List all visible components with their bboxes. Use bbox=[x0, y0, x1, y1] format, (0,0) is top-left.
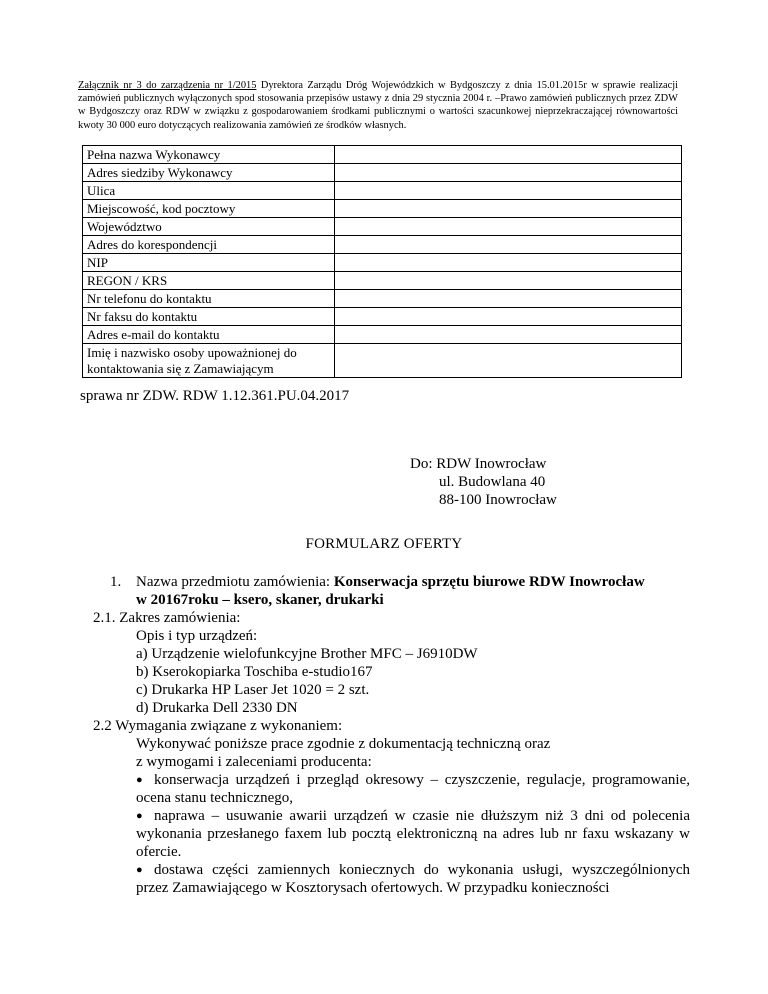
item-1-number: 1. bbox=[110, 574, 122, 590]
item-1-title-b: w 20167roku – ksero, skaner, drukarki bbox=[136, 592, 384, 608]
contractor-field-value[interactable] bbox=[335, 308, 682, 326]
section-2-2-line-1: Wykonywać poniższe prace zgodnie z dokumentacją techniczną oraz bbox=[136, 736, 551, 752]
contractor-row bbox=[83, 290, 682, 308]
recipient-prefix: Do: bbox=[410, 456, 433, 472]
contractor-field-label: Adres do korespondencji bbox=[83, 236, 335, 254]
attachment-note bbox=[78, 79, 678, 132]
requirement-item bbox=[136, 771, 690, 807]
contractor-field-label: Nr faksu do kontaktu bbox=[83, 308, 335, 326]
contractor-field-value[interactable] bbox=[335, 146, 682, 164]
contractor-field-label: Ulica bbox=[83, 182, 335, 200]
form-title: FORMULARZ OFERTY bbox=[305, 536, 463, 552]
contractor-field-value[interactable] bbox=[335, 254, 682, 272]
device-item: d) Drukarka Dell 2330 DN bbox=[136, 700, 298, 716]
requirement-item bbox=[136, 807, 690, 861]
contractor-field-value[interactable] bbox=[335, 164, 682, 182]
contractor-field-label: Pełna nazwa Wykonawcy bbox=[83, 146, 335, 164]
contractor-field-label: Województwo bbox=[83, 218, 335, 236]
contractor-field-label: Miejscowość, kod pocztowy bbox=[83, 200, 335, 218]
attachment-note-reference: Załącznik nr 3 do zarządzenia nr 1/2015 bbox=[78, 80, 257, 91]
requirement-text: konserwacja urządzeń i przegląd okresowy – czyszczenie, regulacje, programowanie, ocena stanu technicznego, bbox=[136, 772, 690, 806]
contractor-row bbox=[83, 254, 682, 272]
contractor-field-value[interactable] bbox=[335, 272, 682, 290]
contractor-row bbox=[83, 272, 682, 290]
section-2-1-heading: 2.1. Zakres zamówienia: bbox=[93, 610, 241, 626]
recipient-street: ul. Budowlana 40 bbox=[439, 474, 546, 490]
recipient-city: 88-100 Inowrocław bbox=[439, 492, 557, 508]
contractor-details-table bbox=[82, 145, 682, 378]
device-item: a) Urządzenie wielofunkcyjne Brother MFC – J6910DW bbox=[136, 646, 478, 662]
item-1 bbox=[110, 573, 690, 609]
contractor-field-value[interactable] bbox=[335, 326, 682, 344]
contractor-row bbox=[83, 236, 682, 254]
contractor-row bbox=[83, 146, 682, 164]
contractor-row bbox=[83, 344, 682, 378]
requirement-item bbox=[136, 861, 690, 897]
attachment-note-text: Dyrektora Zarządu Dróg Wojewódzkich w Bydgoszczy z dnia 15.01.2015r w sprawie realizacji zamówień publicznych wyłączonych spod stosowania przepisów ustawy z dnia 29 stycznia 2004 r. –Prawo zamówień publicznych przez ZDW w Bydgoszczy oraz RDW w związku z gospodarowaniem środkami publicznymi o wartości szacunkowej nieprzekraczającej równowartości kwoty 30 000 euro dotyczących realizowania zamówień ze środków własnych. bbox=[78, 80, 679, 131]
contractor-row bbox=[83, 200, 682, 218]
contractor-rows bbox=[83, 146, 682, 378]
contractor-row bbox=[83, 218, 682, 236]
section-2-2-line-2: z wymogami i zaleceniami producenta: bbox=[136, 754, 372, 770]
contractor-field-value[interactable] bbox=[335, 182, 682, 200]
contractor-row bbox=[83, 164, 682, 182]
recipient-name: RDW Inowrocław bbox=[436, 456, 547, 472]
recipient-address bbox=[410, 455, 557, 509]
section-2-1 bbox=[93, 609, 690, 717]
bullet-icon: ● bbox=[136, 810, 143, 822]
requirements-list bbox=[110, 771, 690, 897]
contractor-field-value[interactable] bbox=[335, 236, 682, 254]
contractor-field-value[interactable] bbox=[335, 218, 682, 236]
device-list bbox=[110, 645, 690, 717]
case-number: sprawa nr ZDW. RDW 1.12.361.PU.04.2017 bbox=[80, 388, 350, 404]
contractor-field-label: REGON / KRS bbox=[83, 272, 335, 290]
requirement-text: naprawa – usuwanie awarii urządzeń w czasie nie dłuższym niż 3 dni od polecenia wykonania przesłanego faxem lub pocztą elektroniczną na adres lub nr faxu wskazany w ofercie. bbox=[136, 808, 690, 860]
contractor-field-label: Nr telefonu do kontaktu bbox=[83, 290, 335, 308]
recipient-line-name bbox=[410, 455, 557, 473]
contractor-field-value[interactable] bbox=[335, 344, 682, 378]
contractor-field-value[interactable] bbox=[335, 200, 682, 218]
contractor-field-label: Adres e-mail do kontaktu bbox=[83, 326, 335, 344]
contractor-field-label: Adres siedziby Wykonawcy bbox=[83, 164, 335, 182]
section-2-2-heading: 2.2 Wymagania związane z wykonaniem: bbox=[93, 718, 343, 734]
contractor-row bbox=[83, 308, 682, 326]
contractor-row bbox=[83, 182, 682, 200]
bullet-icon: ● bbox=[136, 774, 143, 786]
contractor-row bbox=[83, 326, 682, 344]
contractor-field-label: NIP bbox=[83, 254, 335, 272]
item-1-label: Nazwa przedmiotu zamówienia: bbox=[136, 574, 334, 590]
requirement-text: dostawa części zamiennych koniecznych do wykonania usługi, wyszczególnionych przez Zamawiającego w Kosztorysach ofertowych. W przypadku konieczności bbox=[136, 862, 690, 896]
item-1-title-a: Konserwacja sprzętu biurowe RDW Inowrocław bbox=[333, 574, 645, 590]
device-item: b) Kserokopiarka Toschiba e-studio167 bbox=[136, 664, 373, 680]
section-2-1-subheading: Opis i typ urządzeń: bbox=[136, 628, 258, 644]
bullet-icon: ● bbox=[136, 864, 143, 876]
contractor-field-value[interactable] bbox=[335, 290, 682, 308]
device-item: c) Drukarka HP Laser Jet 1020 = 2 szt. bbox=[136, 682, 370, 698]
contractor-field-label: Imię i nazwisko osoby upoważnionej do kontaktowania się z Zamawiającym bbox=[83, 344, 335, 378]
offer-body bbox=[93, 573, 690, 897]
section-2-2 bbox=[93, 717, 690, 897]
